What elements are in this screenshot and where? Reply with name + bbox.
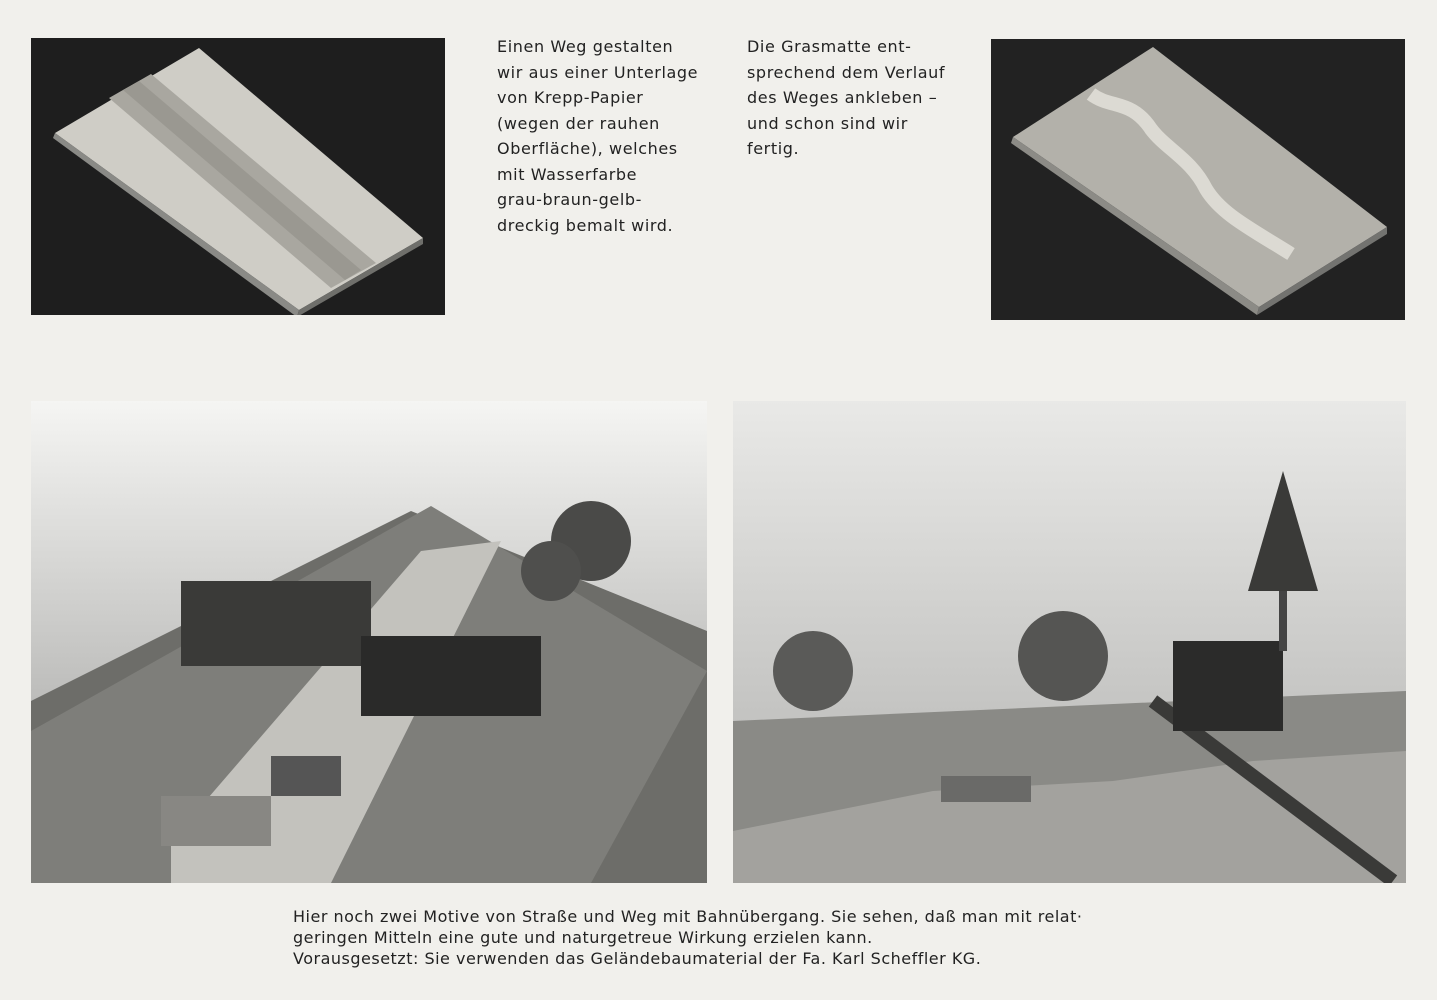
text-line: Oberfläche), welches [497,139,678,158]
text-line: und schon sind wir [747,113,908,133]
caption-line: Hier noch zwei Motive von Straße und Weg mit Bahnübergang. Sie sehen, daß man mit relat· [293,907,1083,926]
text-line: sprechend dem Verlauf [747,62,946,82]
caption-line: geringen Mitteln eine gute und naturgetreue Wirkung erzielen kann. [293,928,873,947]
text-line: des Weges ankleben – [747,88,938,107]
text-line: fertig. [747,139,800,158]
railway-crossing-scene-photo-left [31,401,707,883]
page-caption [293,906,1082,969]
text-line: wir aus einer Unterlage [497,62,699,82]
caption-line: Vorausgesetzt: Sie verwenden das Geländebaumaterial der Fa. Karl Scheffler KG. [293,949,982,968]
grass-mat-instruction-text [747,34,945,162]
text-line: mit Wasserfarbe [497,164,638,184]
text-line: grau-braun-gelb- [497,190,643,209]
crepe-instruction-text [497,34,698,238]
text-line: Einen Weg gestalten [497,37,674,56]
crepe-paper-board-photo [31,38,445,315]
text-line: Die Grasmatte ent- [747,37,912,56]
grass-mat-board-photo [991,39,1405,320]
railway-crossing-scene-photo-right [733,401,1406,883]
text-line: (wegen der rauhen [497,113,660,133]
text-line: von Krepp-Papier [497,88,644,107]
text-line: dreckig bemalt wird. [497,215,674,235]
